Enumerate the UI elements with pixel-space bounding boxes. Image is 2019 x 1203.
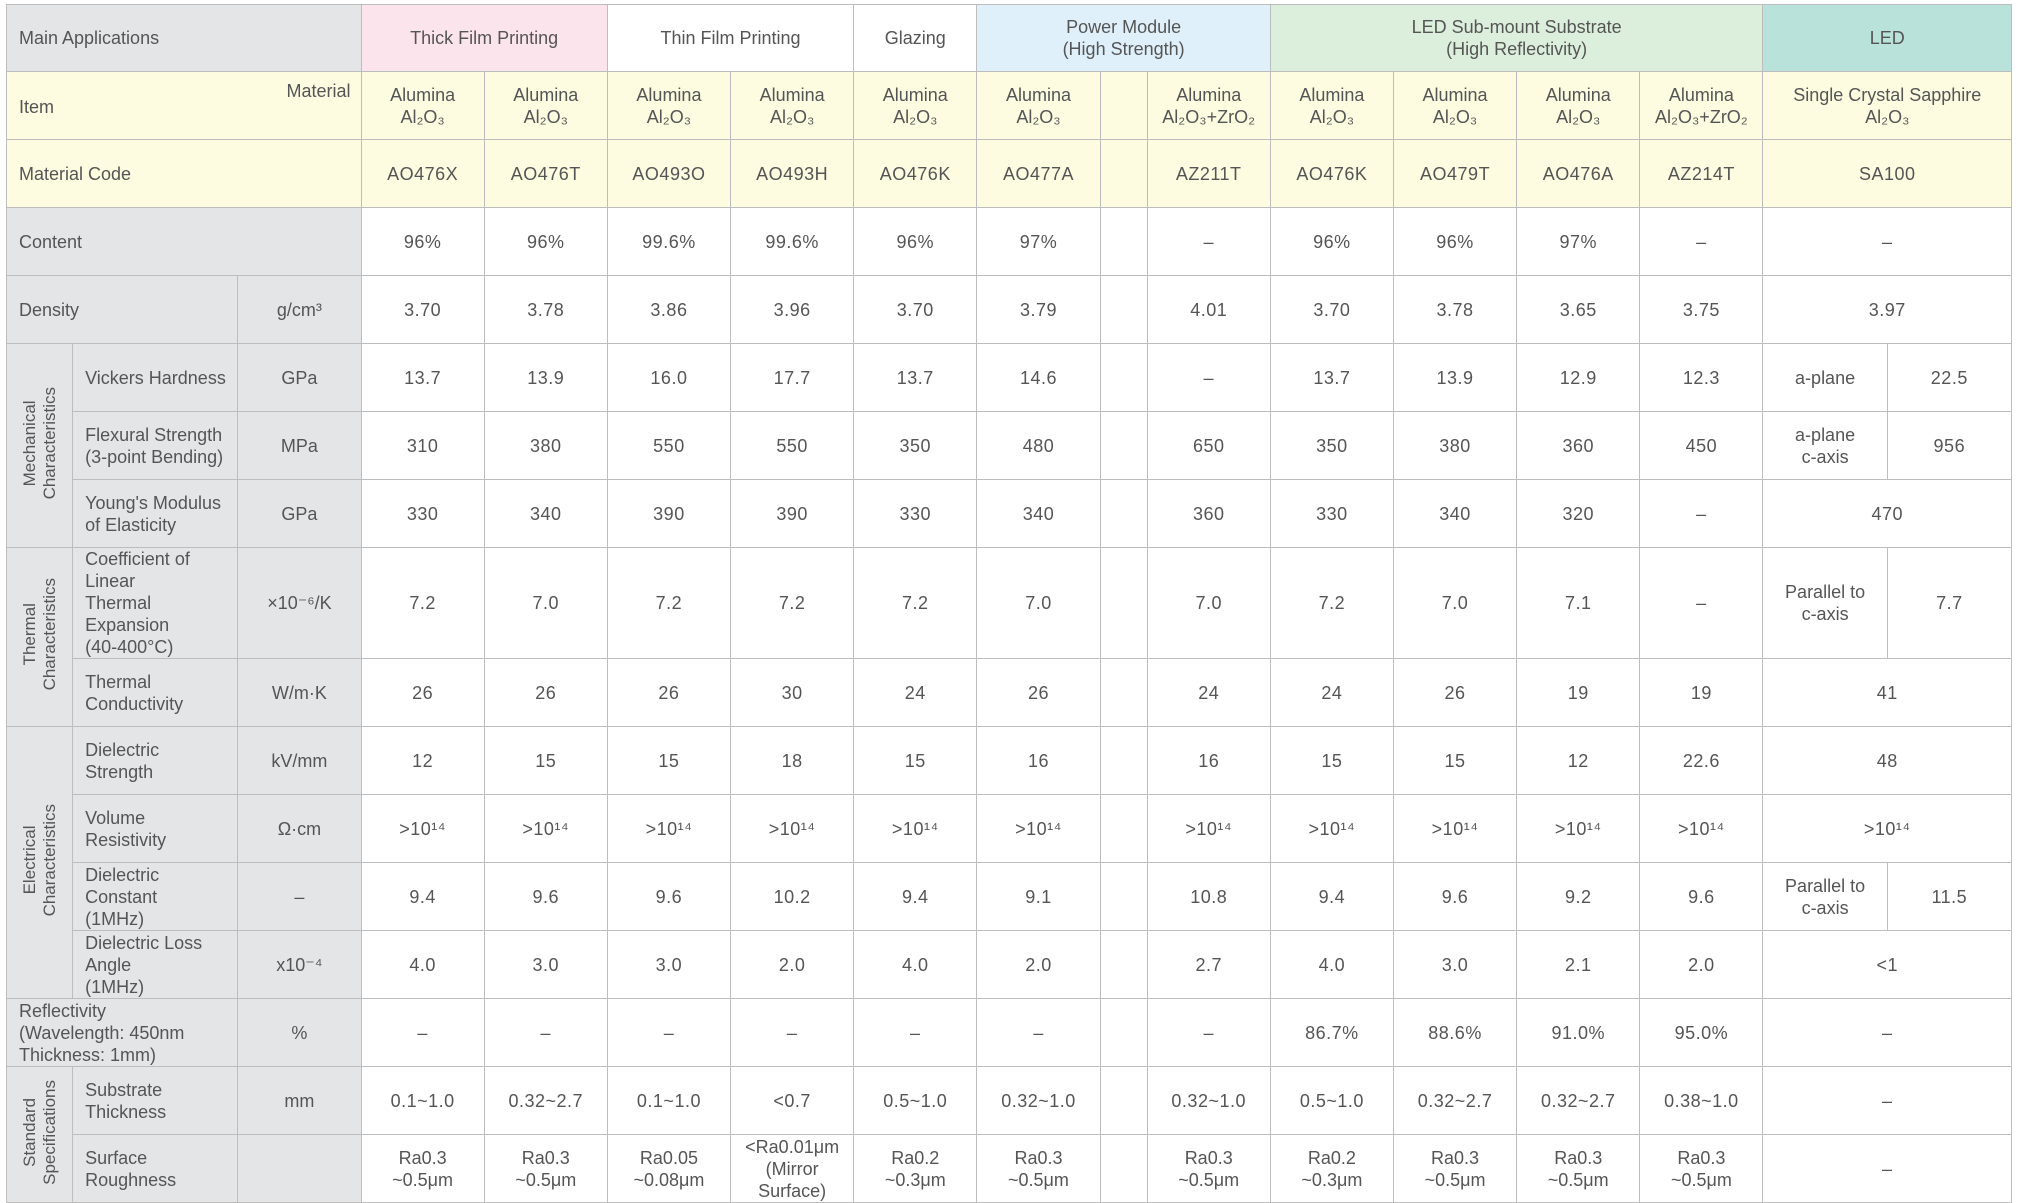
value-cell: – [731, 999, 854, 1067]
dielectric-loss-label: Dielectric Loss Angle (1MHz) [73, 931, 238, 999]
value-cell: 12.9 [1517, 344, 1640, 412]
dielectric-strength-unit: kV/mm [238, 727, 361, 795]
value-cell: 16 [1147, 727, 1270, 795]
material-cell: Alumina Al₂O₃ [1517, 72, 1640, 140]
flexural-label: Flexural Strength (3-point Bending) [73, 412, 238, 480]
value-cell: 7.2 [731, 548, 854, 659]
value-cell: 26 [607, 659, 730, 727]
spacer-cell [1100, 140, 1147, 208]
value-cell: 12 [361, 727, 484, 795]
value-cell: 9.4 [854, 863, 977, 931]
value-cell: 4.0 [854, 931, 977, 999]
dielectric-constant-unit: – [238, 863, 361, 931]
value-cell: 14.6 [977, 344, 1100, 412]
value-cell: 380 [1393, 412, 1516, 480]
led-value-cell: 956 [1887, 412, 2011, 480]
value-cell: 9.1 [977, 863, 1100, 931]
main-applications-label: Main Applications [7, 5, 362, 72]
value-cell: – [854, 999, 977, 1067]
value-cell: 15 [1393, 727, 1516, 795]
led-value-cell: 11.5 [1887, 863, 2011, 931]
value-cell: Ra0.3 ~0.5μm [1147, 1135, 1270, 1203]
value-cell: 0.32~1.0 [1147, 1067, 1270, 1135]
value-cell: 13.7 [1270, 344, 1393, 412]
material-cell: Alumina Al₂O₃ [484, 72, 607, 140]
value-cell: – [1763, 1135, 2012, 1203]
value-cell: Ra0.3 ~0.5μm [977, 1135, 1100, 1203]
led-note-cell: Parallel to c-axis [1763, 548, 1887, 659]
spacer-cell [1100, 931, 1147, 999]
value-cell: 9.4 [1270, 863, 1393, 931]
value-cell: 86.7% [1270, 999, 1393, 1067]
value-cell: – [607, 999, 730, 1067]
value-cell: 2.0 [977, 931, 1100, 999]
content-label: Content [7, 208, 362, 276]
value-cell: 360 [1517, 412, 1640, 480]
value-cell: 4.0 [1270, 931, 1393, 999]
value-cell: 0.1~1.0 [607, 1067, 730, 1135]
value-cell: 15 [484, 727, 607, 795]
density-label: Density [7, 276, 238, 344]
value-cell: 330 [1270, 480, 1393, 548]
value-cell: 0.32~2.7 [484, 1067, 607, 1135]
material-cell: Alumina Al₂O₃ [854, 72, 977, 140]
spacer-cell [1100, 1135, 1147, 1203]
value-cell: – [361, 999, 484, 1067]
value-cell: 330 [361, 480, 484, 548]
value-cell: 7.2 [607, 548, 730, 659]
value-cell: 19 [1517, 659, 1640, 727]
value-cell: Ra0.3 ~0.5μm [1640, 1135, 1763, 1203]
roughness-label: Surface Roughness [73, 1135, 238, 1203]
spacer-cell [1100, 412, 1147, 480]
value-cell: 96% [1393, 208, 1516, 276]
value-cell: 3.70 [1270, 276, 1393, 344]
value-cell: 7.1 [1517, 548, 1640, 659]
category-electrical: Electrical Characteristics [7, 727, 73, 999]
value-cell: Ra0.3 ~0.5μm [484, 1135, 607, 1203]
reflectivity-unit: % [238, 999, 361, 1067]
value-cell: >10¹⁴ [1763, 795, 2012, 863]
value-cell: – [1763, 1067, 2012, 1135]
value-cell: 2.0 [731, 931, 854, 999]
value-cell: 13.7 [854, 344, 977, 412]
value-cell: – [1763, 208, 2012, 276]
value-cell: 7.2 [854, 548, 977, 659]
spacer-cell [1100, 727, 1147, 795]
value-cell: 9.2 [1517, 863, 1640, 931]
value-cell: 99.6% [731, 208, 854, 276]
value-cell: <0.7 [731, 1067, 854, 1135]
value-cell: – [1147, 344, 1270, 412]
reflectivity-label: Reflectivity (Wavelength: 450nm Thickness: 1mm) [7, 999, 238, 1067]
vickers-row [7, 344, 2012, 412]
density-unit: g/cm³ [238, 276, 361, 344]
roughness-row [7, 1135, 2012, 1203]
group-led: LED [1763, 5, 2012, 72]
value-cell: 3.96 [731, 276, 854, 344]
value-cell: – [484, 999, 607, 1067]
value-cell: 390 [607, 480, 730, 548]
vickers-unit: GPa [238, 344, 361, 412]
value-cell: 91.0% [1517, 999, 1640, 1067]
reflectivity-row [7, 999, 2012, 1067]
value-cell: 3.78 [484, 276, 607, 344]
group-led-submount: LED Sub-mount Substrate (High Reflectivity) [1270, 5, 1763, 72]
material-label: Material [286, 81, 351, 101]
material-cell: Alumina Al₂O₃+ZrO₂ [1147, 72, 1270, 140]
value-cell: 390 [731, 480, 854, 548]
code-cell: AO479T [1393, 140, 1516, 208]
value-cell: 48 [1763, 727, 2012, 795]
code-cell: AZ211T [1147, 140, 1270, 208]
value-cell: 480 [977, 412, 1100, 480]
led-value-cell: 22.5 [1887, 344, 2011, 412]
dielectric-strength-label: Dielectric Strength [73, 727, 238, 795]
value-cell: 7.0 [1393, 548, 1516, 659]
spacer-cell [1100, 480, 1147, 548]
value-cell: 3.0 [484, 931, 607, 999]
value-cell: 9.6 [1393, 863, 1516, 931]
thickness-unit: mm [238, 1067, 361, 1135]
value-cell: 7.2 [361, 548, 484, 659]
value-cell: 15 [607, 727, 730, 795]
dielectric-constant-row [7, 863, 2012, 931]
value-cell: 13.9 [1393, 344, 1516, 412]
value-cell: 0.5~1.0 [854, 1067, 977, 1135]
value-cell: – [977, 999, 1100, 1067]
spacer-cell [1100, 208, 1147, 276]
value-cell: 550 [731, 412, 854, 480]
item-material-header [7, 72, 362, 140]
value-cell: 330 [854, 480, 977, 548]
value-cell: 7.2 [1270, 548, 1393, 659]
code-cell: SA100 [1763, 140, 2012, 208]
value-cell: Ra0.3 ~0.5μm [1517, 1135, 1640, 1203]
value-cell: 96% [361, 208, 484, 276]
youngs-row [7, 480, 2012, 548]
material-cell: Alumina Al₂O₃ [977, 72, 1100, 140]
material-cell: Alumina Al₂O₃ [1393, 72, 1516, 140]
material-code-label: Material Code [7, 140, 362, 208]
value-cell: 650 [1147, 412, 1270, 480]
roughness-unit [238, 1135, 361, 1203]
value-cell: 10.2 [731, 863, 854, 931]
value-cell: >10¹⁴ [731, 795, 854, 863]
value-cell: 380 [484, 412, 607, 480]
material-cell: Alumina Al₂O₃ [731, 72, 854, 140]
value-cell: >10¹⁴ [1640, 795, 1763, 863]
value-cell: 350 [1270, 412, 1393, 480]
value-cell: 95.0% [1640, 999, 1763, 1067]
value-cell: 7.0 [1147, 548, 1270, 659]
value-cell: 9.6 [607, 863, 730, 931]
material-spec-table [6, 4, 2012, 1203]
value-cell: 9.6 [1640, 863, 1763, 931]
code-cell: AO476T [484, 140, 607, 208]
value-cell: 10.8 [1147, 863, 1270, 931]
value-cell: 3.0 [607, 931, 730, 999]
value-cell: – [1640, 548, 1763, 659]
value-cell: 2.1 [1517, 931, 1640, 999]
value-cell: 26 [361, 659, 484, 727]
value-cell: 97% [977, 208, 1100, 276]
dielectric-loss-unit: x10⁻⁴ [238, 931, 361, 999]
value-cell: 13.9 [484, 344, 607, 412]
value-cell: 22.6 [1640, 727, 1763, 795]
value-cell: 310 [361, 412, 484, 480]
material-cell: Alumina Al₂O₃ [1270, 72, 1393, 140]
value-cell: 26 [484, 659, 607, 727]
code-cell: AO476K [854, 140, 977, 208]
value-cell: >10¹⁴ [1517, 795, 1640, 863]
value-cell: 16.0 [607, 344, 730, 412]
value-cell: 96% [854, 208, 977, 276]
material-cell: Single Crystal Sapphire Al₂O₃ [1763, 72, 2012, 140]
expansion-label: Coefficient of Linear Thermal Expansion (40-400°C) [73, 548, 238, 659]
value-cell: 0.32~2.7 [1393, 1067, 1516, 1135]
material-cell: Alumina Al₂O₃ [361, 72, 484, 140]
value-cell: >10¹⁴ [1147, 795, 1270, 863]
material-code-row [7, 140, 2012, 208]
value-cell: 4.01 [1147, 276, 1270, 344]
item-label: Item [19, 97, 55, 117]
expansion-unit: ×10⁻⁶/K [238, 548, 361, 659]
thickness-label: Substrate Thickness [73, 1067, 238, 1135]
flexural-unit: MPa [238, 412, 361, 480]
value-cell: – [1640, 208, 1763, 276]
value-cell: 19 [1640, 659, 1763, 727]
value-cell: 550 [607, 412, 730, 480]
conductivity-row [7, 659, 2012, 727]
material-cell: Alumina Al₂O₃ [607, 72, 730, 140]
value-cell: 3.79 [977, 276, 1100, 344]
value-cell: 15 [1270, 727, 1393, 795]
value-cell: <1 [1763, 931, 2012, 999]
value-cell: 24 [1270, 659, 1393, 727]
value-cell: Ra0.3 ~0.5μm [361, 1135, 484, 1203]
spacer-cell [1100, 1067, 1147, 1135]
value-cell: 3.0 [1393, 931, 1516, 999]
led-note-cell: Parallel to c-axis [1763, 863, 1887, 931]
resistivity-row [7, 795, 2012, 863]
value-cell: 3.75 [1640, 276, 1763, 344]
spacer-cell [1100, 548, 1147, 659]
content-row [7, 208, 2012, 276]
spacer-cell [1100, 344, 1147, 412]
value-cell: 340 [484, 480, 607, 548]
value-cell: 88.6% [1393, 999, 1516, 1067]
value-cell: 7.0 [484, 548, 607, 659]
category-thermal: Thermal Characteristics [7, 548, 73, 727]
value-cell: 360 [1147, 480, 1270, 548]
value-cell: 3.97 [1763, 276, 2012, 344]
value-cell: >10¹⁴ [607, 795, 730, 863]
group-thin-film: Thin Film Printing [607, 5, 853, 72]
youngs-label: Young's Modulus of Elasticity [73, 480, 238, 548]
value-cell: <Ra0.01μm (Mirror Surface) [731, 1135, 854, 1203]
applications-row [7, 5, 2012, 72]
value-cell: >10¹⁴ [1270, 795, 1393, 863]
value-cell: – [1763, 999, 2012, 1067]
value-cell: 9.6 [484, 863, 607, 931]
group-glazing: Glazing [854, 5, 977, 72]
value-cell: 24 [854, 659, 977, 727]
value-cell: >10¹⁴ [484, 795, 607, 863]
spacer-cell [1100, 795, 1147, 863]
code-cell: AO476X [361, 140, 484, 208]
value-cell: 2.7 [1147, 931, 1270, 999]
code-cell: AO476K [1270, 140, 1393, 208]
code-cell: AO477A [977, 140, 1100, 208]
value-cell: >10¹⁴ [854, 795, 977, 863]
density-row [7, 276, 2012, 344]
value-cell: Ra0.3 ~0.5μm [1393, 1135, 1516, 1203]
resistivity-label: Volume Resistivity [73, 795, 238, 863]
value-cell: 96% [1270, 208, 1393, 276]
value-cell: Ra0.05 ~0.08μm [607, 1135, 730, 1203]
value-cell: 0.38~1.0 [1640, 1067, 1763, 1135]
group-thick-film: Thick Film Printing [361, 5, 607, 72]
spacer-cell [1100, 72, 1147, 140]
conductivity-unit: W/m·K [238, 659, 361, 727]
value-cell: 16 [977, 727, 1100, 795]
value-cell: – [1640, 480, 1763, 548]
value-cell: 15 [854, 727, 977, 795]
spacer-cell [1100, 659, 1147, 727]
value-cell: 4.0 [361, 931, 484, 999]
flexural-row [7, 412, 2012, 480]
value-cell: 0.5~1.0 [1270, 1067, 1393, 1135]
value-cell: 320 [1517, 480, 1640, 548]
value-cell: 96% [484, 208, 607, 276]
code-cell: AO493H [731, 140, 854, 208]
value-cell: 340 [1393, 480, 1516, 548]
value-cell: 18 [731, 727, 854, 795]
material-cell: Alumina Al₂O₃+ZrO₂ [1640, 72, 1763, 140]
code-cell: AZ214T [1640, 140, 1763, 208]
value-cell: >10¹⁴ [977, 795, 1100, 863]
dielectric-constant-label: Dielectric Constant (1MHz) [73, 863, 238, 931]
value-cell: 3.78 [1393, 276, 1516, 344]
spacer-cell [1100, 276, 1147, 344]
dielectric-loss-row [7, 931, 2012, 999]
category-standard: Standard Specifications [7, 1067, 73, 1203]
value-cell: – [1147, 999, 1270, 1067]
led-value-cell: 7.7 [1887, 548, 2011, 659]
value-cell: >10¹⁴ [1393, 795, 1516, 863]
value-cell: – [1147, 208, 1270, 276]
group-power-module: Power Module (High Strength) [977, 5, 1270, 72]
led-note-cell: a-plane c-axis [1763, 412, 1887, 480]
value-cell: 30 [731, 659, 854, 727]
expansion-row [7, 548, 2012, 659]
value-cell: 97% [1517, 208, 1640, 276]
value-cell: 17.7 [731, 344, 854, 412]
value-cell: 2.0 [1640, 931, 1763, 999]
value-cell: 13.7 [361, 344, 484, 412]
youngs-unit: GPa [238, 480, 361, 548]
value-cell: 26 [977, 659, 1100, 727]
value-cell: 3.70 [854, 276, 977, 344]
value-cell: 24 [1147, 659, 1270, 727]
value-cell: 26 [1393, 659, 1516, 727]
vickers-label: Vickers Hardness [73, 344, 238, 412]
value-cell: 0.32~1.0 [977, 1067, 1100, 1135]
value-cell: 3.86 [607, 276, 730, 344]
value-cell: 3.65 [1517, 276, 1640, 344]
value-cell: 450 [1640, 412, 1763, 480]
conductivity-label: Thermal Conductivity [73, 659, 238, 727]
value-cell: 12 [1517, 727, 1640, 795]
value-cell: 0.1~1.0 [361, 1067, 484, 1135]
value-cell: Ra0.2 ~0.3μm [1270, 1135, 1393, 1203]
value-cell: 470 [1763, 480, 2012, 548]
value-cell: 0.32~2.7 [1517, 1067, 1640, 1135]
value-cell: 41 [1763, 659, 2012, 727]
category-mechanical: Mechanical Characteristics [7, 344, 73, 548]
thickness-row [7, 1067, 2012, 1135]
led-note-cell: a-plane [1763, 344, 1887, 412]
value-cell: 12.3 [1640, 344, 1763, 412]
code-cell: AO493O [607, 140, 730, 208]
spacer-cell [1100, 999, 1147, 1067]
value-cell: 9.4 [361, 863, 484, 931]
spacer-cell [1100, 863, 1147, 931]
value-cell: >10¹⁴ [361, 795, 484, 863]
resistivity-unit: Ω·cm [238, 795, 361, 863]
dielectric-strength-row [7, 727, 2012, 795]
value-cell: 7.0 [977, 548, 1100, 659]
value-cell: 340 [977, 480, 1100, 548]
value-cell: 3.70 [361, 276, 484, 344]
value-cell: 350 [854, 412, 977, 480]
value-cell: Ra0.2 ~0.3μm [854, 1135, 977, 1203]
value-cell: 99.6% [607, 208, 730, 276]
code-cell: AO476A [1517, 140, 1640, 208]
material-row [7, 72, 2012, 140]
